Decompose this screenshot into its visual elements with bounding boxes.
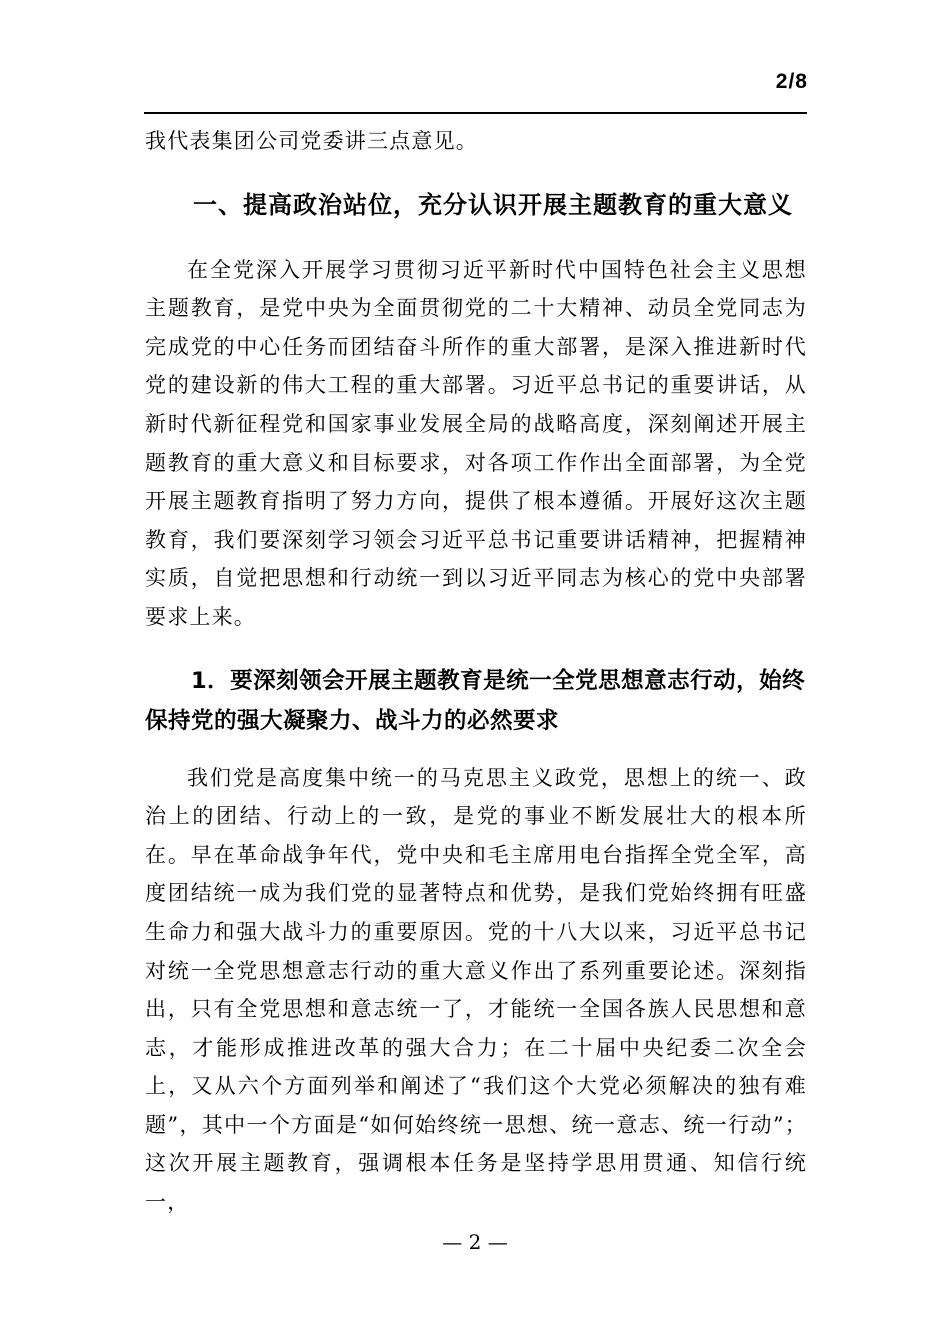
body-paragraph-2: 我们党是高度集中统一的马克思主义政党，思想上的统一、政治上的团结、行动上的一致，是党的事业不断发展壮大的根本所在。早在革命战争年代，党中央和毛主席用电台指挥全党全军，高度团结统一成为我们党的显著特点和优势，是我们党始终拥有旺盛生命力和强大战斗力的重要原因。党的十八大以来，习近平总书记对统一全党思想意志行动的重大意义作出了系列重要论述。深刻指出，只有全党思想和意志统一了，才能统一全国各族人民思想和意志，才能形成推进改革的强大合力；在二十届中央纪委二次全会上，又从六个方面列举和阐述了“我们这个大党必须解决的独有难题”，其中一个方面是“如何始终统一思想、统一意志、统一行动”；这次开展主题教育，强调根本任务是坚持学思用贯通、知信行统一， <box>145 765 807 1215</box>
document-body <box>145 122 807 1222</box>
page-indicator: 2/8 <box>775 70 808 93</box>
page-number-footer: — 2 — <box>442 1230 508 1254</box>
header-divider <box>144 112 807 114</box>
intro-paragraph: 我代表集团公司党委讲三点意见。 <box>145 129 478 153</box>
section-heading-1: 一、提高政治站位，充分认识开展主题教育的重大意义 <box>193 190 793 219</box>
subsection-heading-1: 1．要深刻领会开展主题教育是统一全党思想意志行动，始终保持党的强大凝聚力、战斗力的必然要求 <box>145 667 806 734</box>
body-paragraph-1: 在全党深入开展学习贯彻习近平新时代中国特色社会主义思想主题教育，是党中央为全面贯彻党的二十大精神、动员全党同志为完成党的中心任务而团结奋斗所作的重大部署，是深入推进新时代党的建设新的伟大工程的重大部署。习近平总书记的重要讲话，从新时代新征程党和国家事业发展全局的战略高度，深刻阐述开展主题教育的重大意义和目标要求，对各项工作作出全面部署，为全党开展主题教育指明了努力方向，提供了根本遵循。开展好这次主题教育，我们要深刻学习领会习近平总书记重要讲话精神，把握精神实质，自觉把思想和行动统一到以习近平同志为核心的党中央部署要求上来。 <box>145 257 807 629</box>
